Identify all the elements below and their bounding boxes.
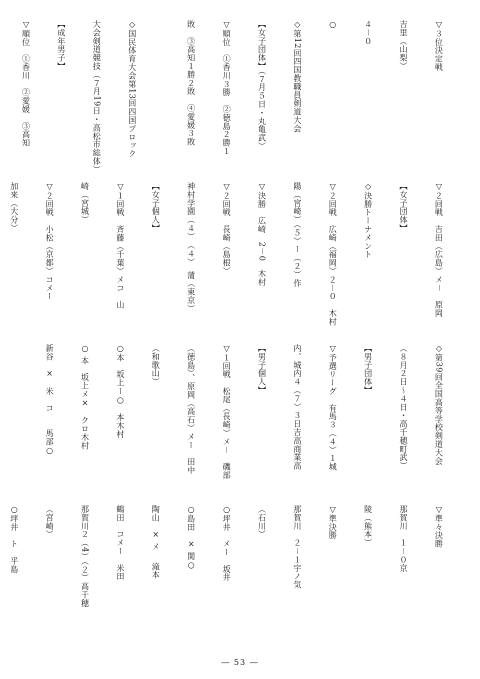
text-line: 新谷 × 米 コ 馬部○ — [45, 344, 55, 456]
text-line: （石川） — [257, 505, 267, 539]
text-line: ◇第12回四国教職員剣道大会 — [292, 20, 302, 133]
text-line: ○坪井 メー 坂井 — [222, 505, 232, 582]
text-line: 陵（熊本） — [363, 505, 373, 547]
text-line: ▽順位 ①香川３勝 ②徳島２勝１ — [222, 20, 232, 156]
text-line: 内、城内４（７）３日吉高商業高 — [292, 344, 302, 470]
text-line: 那賀川 １－０京 — [399, 505, 409, 573]
text-line: ▽１回戦 松尾（長崎）メ－ 磯部 — [222, 344, 232, 480]
text-line: ○本 坂上ー○ 本木村 — [115, 344, 125, 439]
text-line: （宮崎） — [45, 505, 55, 539]
text-line: ▽２回戦 小松（京都）コメー — [45, 182, 55, 301]
text-line: （和歌山） — [151, 344, 161, 386]
page-number: ― 53 ― — [221, 658, 259, 667]
text-line: 【女子団体】 — [399, 182, 409, 233]
text-line: ○島田 × 関○ — [186, 505, 196, 570]
text-line: ○ 本 坂上メ× クロ木村 — [80, 344, 90, 450]
text-line: 【女子個人】 — [151, 182, 161, 233]
text-line: ▽予選リーグ 有馬３（４）１城 — [328, 344, 338, 471]
text-line: 鶴田 コメー 米田 — [115, 505, 125, 581]
text-line: 陽（宮崎）（５）ー（２）作 — [292, 182, 302, 288]
text-line: ▽決勝 広崎 2－0 木村 — [257, 182, 267, 287]
text-line: ◇決勝トーナメント — [363, 182, 373, 259]
text-line: ▽３位決定戦 — [434, 20, 444, 72]
text-line: ４－０ — [363, 20, 373, 46]
text-line: 那賀川２（4）（２）高千穂 — [80, 505, 90, 608]
text-line: ▽１回戦 斉藤（千葉）メコ 山 — [115, 182, 125, 309]
text-tier-2 — [9, 182, 468, 332]
text-line: 吉里（山梨） — [399, 20, 409, 71]
text-line: 陶山 × メ 滝本 — [151, 505, 161, 580]
text-line: ▽順位 ①香川 ②愛媛 ③高知 — [21, 20, 31, 147]
text-tier-1 — [12, 20, 468, 174]
text-line: ◇国民体育大会第13回四国ブロック — [127, 20, 137, 158]
text-line: ▽２回戦 吉田（広島）メ－ 原岡 — [434, 182, 444, 318]
text-line: ○ — [328, 20, 338, 30]
text-line: 【成年男子】 — [56, 20, 66, 71]
text-line: 【女子団体】（７月５日・丸亀武） — [257, 20, 267, 151]
text-line: ▽２回戦 長崎（島根） — [222, 182, 232, 276]
text-line: 神村学園（４） （４） 蒲（東京） — [186, 182, 196, 313]
text-line: 【男子団体】 — [363, 344, 373, 395]
text-line: （徳島）、原岡（高石）メー 田中 — [186, 344, 196, 475]
text-line: 大会剣道競技（７月19日・高松市総体） — [92, 20, 102, 174]
text-line: 【男子個人】 — [257, 344, 267, 395]
text-line: 加来（大分） — [9, 182, 19, 233]
text-line: ▽準々決勝 — [434, 505, 444, 548]
text-line: ◇第39回全国高等学校剣道大会 — [434, 344, 444, 466]
text-tier-4 — [9, 505, 468, 655]
text-line: ▽準決勝 — [328, 505, 338, 540]
text-line: 崎（宮城） — [80, 182, 90, 224]
text-line: ▽２回戦 広崎（福岡）２－０ 木村 — [328, 182, 338, 326]
text-tier-3 — [12, 344, 468, 494]
text-line: ○坪井 ト 平島 — [9, 505, 19, 574]
text-line: （８月２日～４日・高千穂町武） — [399, 344, 409, 470]
text-line: 敗 ③高知１勝２敗 ④愛媛３敗 — [186, 20, 196, 146]
text-line: 那賀川 ２－１宇ノ気 — [292, 505, 302, 589]
